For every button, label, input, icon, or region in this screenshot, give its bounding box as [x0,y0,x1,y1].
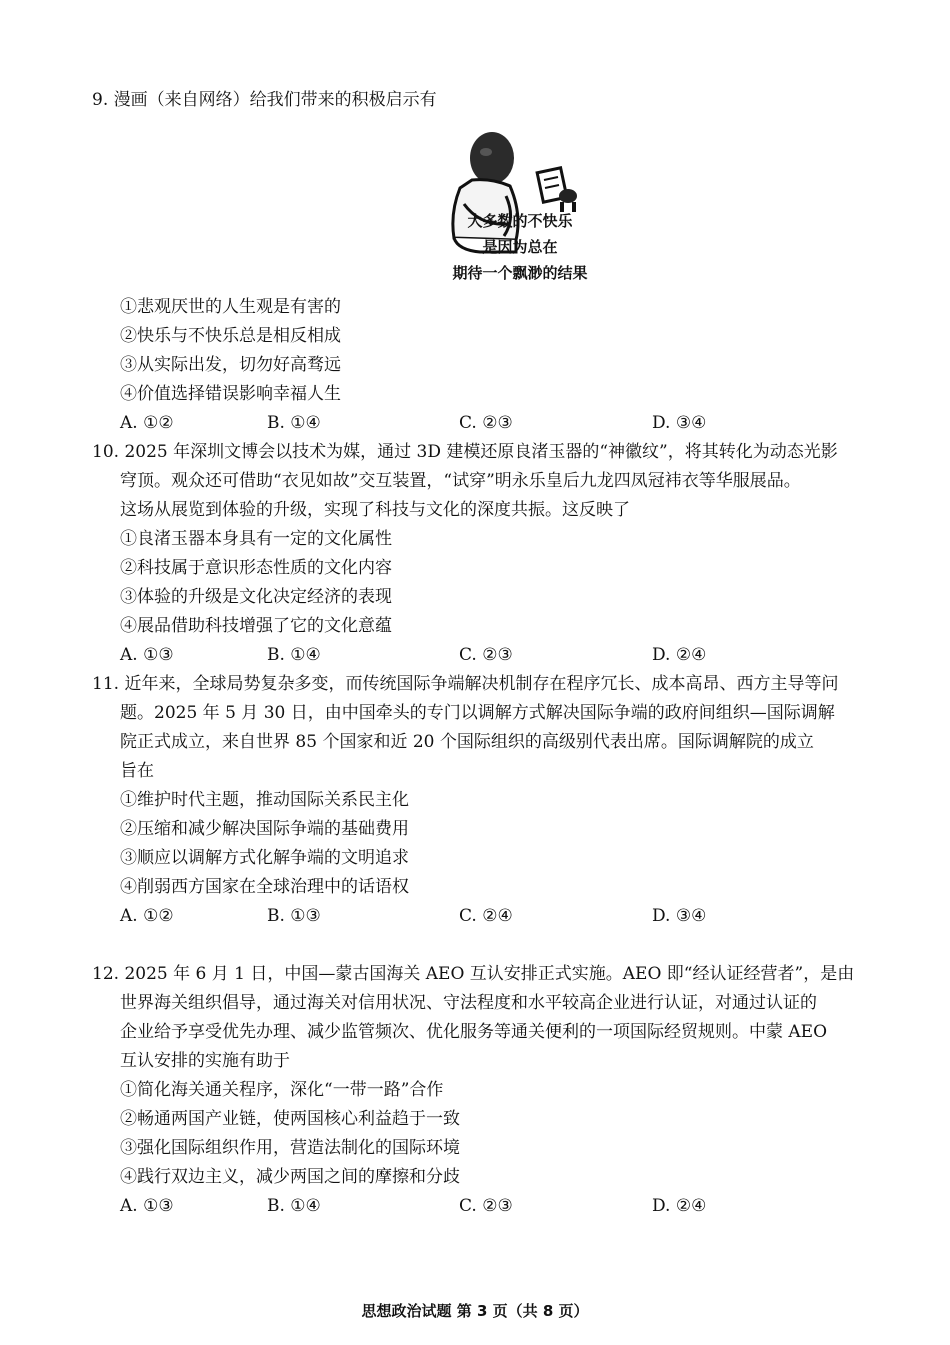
option-2: ②压缩和减少解决国际争端的基础费用 [120,819,409,839]
question-11-line-2: 题。2025 年 5 月 30 日，由中国牵头的专门以调解方式解决国际争端的政府间组织—国际调解 [120,703,835,723]
cartoon-caption-line-2: 是因为总在 [482,238,558,256]
option-2: ②畅通两国产业链，使两国核心利益趋于一致 [120,1109,460,1129]
question-10-line-2: 穹顶。观众还可借助“衣见如故”交互装置，“试穿”明永乐皇后九龙四凤冠袆衣等华服展品。 [120,471,801,491]
question-10-line-3: 这场从展览到体验的升级，实现了科技与文化的深度共振。这反映了 [120,500,630,520]
question-12-line-3: 企业给予享受优先办理、减少监管频次、优化服务等通关便利的一项国际经贸规则。中蒙 AEO [120,1022,828,1042]
question-12-line-2: 世界海关组织倡导，通过海关对信用状况、守法程度和水平较高企业进行认证，对通过认证的 [120,993,817,1013]
question-10 [92,438,912,670]
question-9-body [92,293,912,438]
option-3: ③从实际出发，切勿好高骛远 [120,355,341,375]
answer-choices [92,641,912,670]
option-2: ②科技属于意识形态性质的文化内容 [120,558,392,578]
option-3: ③体验的升级是文化决定经济的表现 [120,587,392,607]
choice-a[interactable]: A. ①② [120,413,174,433]
page-footer: 思想政治试题 第 3 页（共 8 页） [361,1302,589,1320]
option-2: ②快乐与不快乐总是相反相成 [120,326,341,346]
option-3: ③强化国际组织作用，营造法制化的国际环境 [120,1138,460,1158]
choice-a[interactable]: A. ①② [120,906,174,926]
option-1: ①维护时代主题，推动国际关系民主化 [120,790,409,810]
question-11-line-4: 旨在 [120,761,154,781]
choice-d[interactable]: D. ②④ [652,645,707,665]
question-11-line-3: 院正式成立，来自世界 85 个国家和近 20 个国际组织的高级别代表出席。国际调解院的成立 [120,732,814,752]
choice-a[interactable]: A. ①③ [120,1196,174,1216]
question-9 [92,86,912,115]
question-9-stem: 9. 漫画（来自网络）给我们带来的积极启示有 [92,90,437,110]
choice-b[interactable]: B. ①③ [267,906,321,926]
cartoon-caption-line-3: 期待一个飘渺的结果 [452,264,588,282]
question-11-line-1: 11. 近年来，全球局势复杂多变，而传统国际争端解决机制存在程序冗长、成本高昂、西方主导等问 [92,674,839,694]
choice-b[interactable]: B. ①④ [267,413,321,433]
question-12-line-4: 互认安排的实施有助于 [120,1051,290,1071]
choice-a[interactable]: A. ①③ [120,645,174,665]
question-10-line-1: 10. 2025 年深圳文博会以技术为媒，通过 3D 建模还原良渚玉器的“神徽纹”，将其转化为动态光影 [92,442,838,462]
option-4: ④价值选择错误影响幸福人生 [120,384,341,404]
question-12-line-1: 12. 2025 年 6 月 1 日，中国—蒙古国海关 AEO 互认安排正式实施。AEO 即“经认证经营者”，是由 [92,964,855,984]
option-1: ①简化海关通关程序，深化“一带一路”合作 [120,1080,444,1100]
cartoon-caption-line-1: 大多数的不快乐 [467,212,573,230]
choice-c[interactable]: C. ②④ [459,906,513,926]
answer-choices [92,902,912,931]
question-11 [92,670,912,931]
answer-choices [92,1192,912,1221]
option-4: ④践行双边主义，减少两国之间的摩擦和分歧 [120,1167,460,1187]
question-12 [92,960,912,1221]
choice-c[interactable]: C. ②③ [459,1196,513,1216]
answer-choices [92,409,912,438]
option-3: ③顺应以调解方式化解争端的文明追求 [120,848,409,868]
choice-c[interactable]: C. ②③ [459,645,513,665]
option-1: ①悲观厌世的人生观是有害的 [120,297,341,317]
option-4: ④展品借助科技增强了它的文化意蕴 [120,616,392,636]
option-1: ①良渚玉器本身具有一定的文化属性 [120,529,392,549]
choice-b[interactable]: B. ①④ [267,645,321,665]
choice-d[interactable]: D. ②④ [652,1196,707,1216]
choice-d[interactable]: D. ③④ [652,906,707,926]
choice-c[interactable]: C. ②③ [459,413,513,433]
choice-b[interactable]: B. ①④ [267,1196,321,1216]
option-4: ④削弱西方国家在全球治理中的话语权 [120,877,409,897]
choice-d[interactable]: D. ③④ [652,413,707,433]
